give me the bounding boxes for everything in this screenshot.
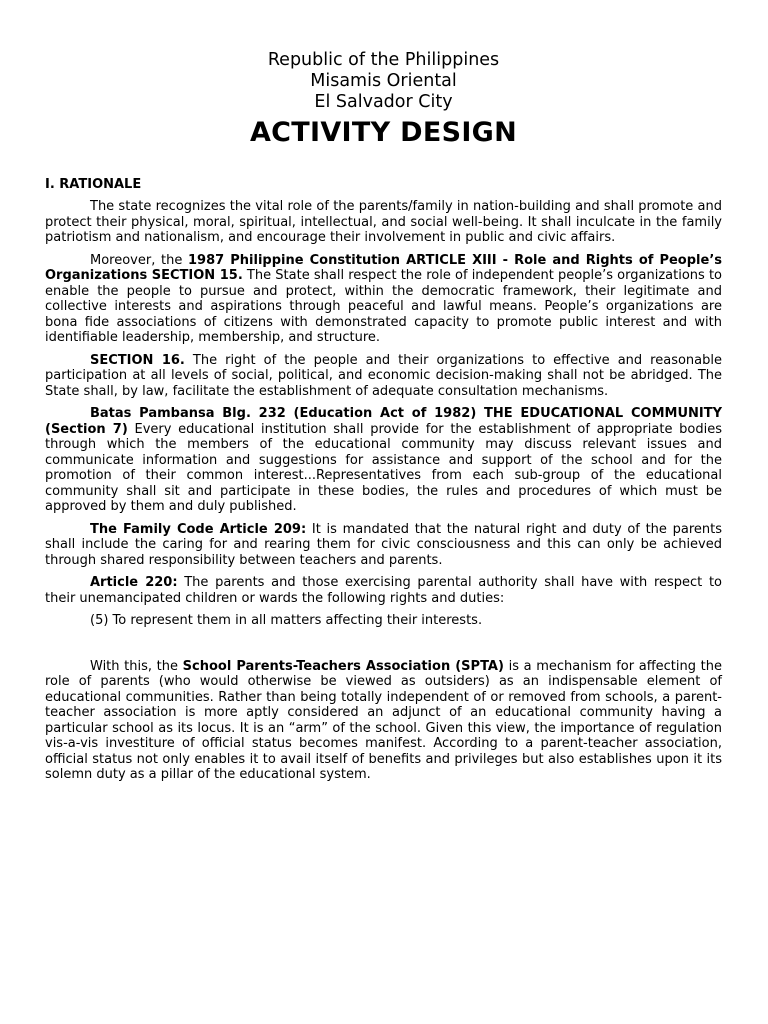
header-city: El Salvador City <box>314 92 453 112</box>
paragraph-body-text: The State shall respect the role of independent people’s organizations to enable the people to pursue and protect, within the democratic framework, their legitimate and collective interests and aspirations through peaceful and lawful means. People’s organizations are bona fide associations of citizens with demonstrated capacity to promote public interest and with identifiable leadership, membership, and structure. <box>45 268 722 345</box>
rationale-paragraph-5 <box>45 522 722 569</box>
rationale-list-item-5: (5) To represent them in all matters affecting their interests. <box>90 613 483 628</box>
paragraph-body-text: The parents and those exercising parental authority shall have with respect to their unemancipated children or wards the following rights and duties: <box>45 575 722 606</box>
header-province: Misamis Oriental <box>310 71 457 91</box>
article-220-citation: Article 220: <box>90 575 178 590</box>
section-16-citation: SECTION 16. <box>90 352 185 368</box>
rationale-paragraph-7 <box>45 659 722 783</box>
education-act-citation: Batas Pambansa Blg. 232 (Education Act of 1982) THE EDUCATIONAL COMMUNITY (Section 7) <box>45 406 722 437</box>
document-page <box>45 50 722 790</box>
rationale-paragraph-6 <box>45 575 722 606</box>
family-code-citation: The Family Code Article 209: <box>90 521 307 537</box>
rationale-paragraph-4 <box>45 406 722 515</box>
paragraph-lead-text: Moreover, the <box>90 252 189 268</box>
paragraph-body-text: Every educational institution shall provide for the establishment of appropriate bodies through which the members of the educational community may discuss relevant issues and communicate information and suggestions for assistance and support of the school and for the promotion of their common interest...Representatives from each sub-group of the educational community shall sit and participate in these bodies, the rules and procedures of which must be approved by them and duly published. <box>45 421 722 514</box>
spta-name: School Parents-Teachers Association (SPTA) <box>182 658 504 674</box>
paragraph-lead-text: With this, the <box>90 658 183 674</box>
rationale-paragraph-3 <box>45 353 722 400</box>
section-heading-rationale: I. RATIONALE <box>45 177 142 192</box>
document-header <box>45 50 722 150</box>
rationale-paragraph-1: The state recognizes the vital role of the parents/family in nation-building and shall promote and protect their physical, moral, spiritual, intellectual, and social well-being. It shall inculcate in the family patriotism and nationalism, and encourage their involvement in public and civic affairs. <box>45 199 722 245</box>
paragraph-body-text: is a mechanism for affecting the role of parents (who would otherwise be viewed as outsiders) as an indispensable element of educational communities. Rather than being totally independent of or removed from schools, a parent-teacher association is more aptly considered an adjunct of an educational community having a particular school as its locus. It is an “arm” of the school. Given this view, the importance of regulation vis-a-vis investiture of official status becomes manifest. According to a parent-teacher association, official status not only enables it to avail itself of benefits and privileges but also establishes upon it its solemn duty as a pillar of the educational system. <box>45 658 722 782</box>
paragraph-body-text: It is mandated that the natural right and duty of the parents shall include the caring for and rearing them for civic consciousness and this can only be achieved through shared responsibility between teachers and parents. <box>45 521 722 568</box>
rationale-paragraph-2 <box>45 253 722 346</box>
header-country: Republic of the Philippines <box>267 50 500 70</box>
paragraph-body-text: The right of the people and their organizations to effective and reasonable participation at all levels of social, political, and economic decision-making shall not be abridged. The State shall, by law, facilitate the establishment of adequate consultation mechanisms. <box>45 352 722 399</box>
constitution-citation: 1987 Philippine Constitution ARTICLE XIII - Role and Rights of People’s Organizations SECTION 15. <box>45 252 722 283</box>
document-title: ACTIVITY DESIGN <box>249 117 518 148</box>
